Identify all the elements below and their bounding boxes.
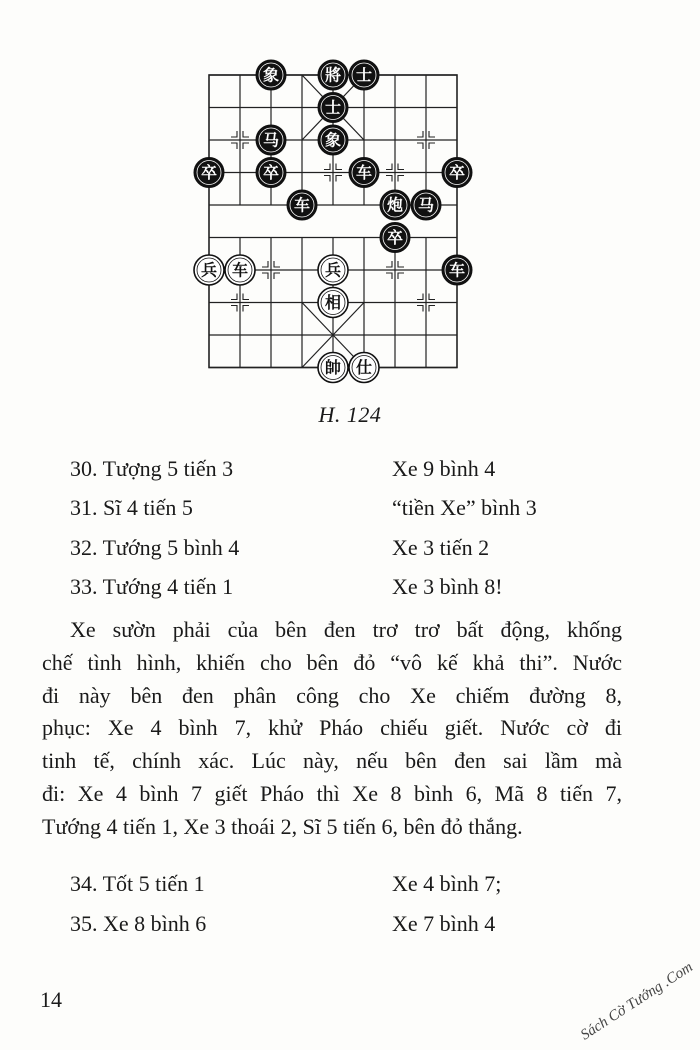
piece-glyph: 象 — [262, 65, 280, 85]
piece-black — [318, 60, 348, 90]
position-mark — [231, 306, 237, 312]
paragraph-line: tinh tế, chính xác. Lúc này, nếu bên đen sai lầm mà — [42, 748, 622, 774]
position-mark — [262, 261, 268, 267]
position-mark — [398, 176, 404, 182]
commentary-paragraph — [42, 614, 622, 844]
black-move: Xe 3 bình 8! — [392, 574, 503, 599]
piece-glyph: 车 — [293, 195, 311, 215]
black-move: Xe 4 bình 7; — [392, 871, 502, 896]
black-move: Xe 7 bình 4 — [392, 911, 496, 936]
piece-black — [318, 125, 348, 155]
piece-red — [318, 255, 348, 285]
piece-glyph: 仕 — [355, 358, 373, 377]
position-mark — [429, 131, 435, 137]
position-mark — [398, 261, 404, 267]
position-mark — [417, 131, 423, 137]
piece-red — [225, 255, 255, 285]
piece-red — [318, 353, 348, 383]
piece-black — [349, 158, 379, 188]
position-mark — [324, 176, 330, 182]
page-number: 14 — [40, 987, 62, 1012]
position-mark — [324, 164, 330, 170]
piece-red — [349, 353, 379, 383]
position-mark — [429, 294, 435, 300]
piece-glyph: 帥 — [324, 358, 342, 377]
xiangqi-board-diagram — [185, 55, 505, 390]
diagram-caption: H. 124 — [318, 402, 382, 427]
position-mark — [417, 143, 423, 149]
red-move: 35. Xe 8 bình 6 — [70, 911, 207, 936]
position-mark — [231, 131, 237, 137]
piece-black — [380, 190, 410, 220]
position-mark — [386, 164, 392, 170]
piece-glyph: 卒 — [386, 228, 404, 247]
piece-black — [318, 93, 348, 123]
red-move: 33. Tướng 4 tiến 1 — [70, 574, 234, 599]
piece-black — [442, 158, 472, 188]
move-row-31 — [0, 495, 700, 527]
red-move: 34. Tốt 5 tiến 1 — [70, 871, 205, 896]
piece-black — [256, 125, 286, 155]
piece-glyph: 兵 — [324, 260, 342, 280]
piece-black — [380, 223, 410, 253]
position-mark — [274, 273, 280, 279]
paragraph-line: đi: Xe 4 bình 7 giết Pháo thì Xe 8 bình 6, Mã 8 tiến 7, — [42, 780, 622, 806]
position-mark — [398, 273, 404, 279]
move-row-34 — [0, 871, 700, 903]
move-row-32 — [0, 535, 700, 567]
piece-glyph: 兵 — [200, 260, 218, 280]
move-row-30 — [0, 456, 700, 488]
piece-glyph: 相 — [324, 293, 342, 312]
piece-red — [318, 288, 348, 318]
position-mark — [274, 261, 280, 267]
move-row-35 — [0, 911, 700, 943]
position-mark — [231, 143, 237, 149]
piece-glyph: 车 — [355, 163, 373, 182]
piece-glyph: 士 — [324, 98, 342, 117]
position-mark — [386, 176, 392, 182]
piece-black — [194, 158, 224, 188]
watermark-stamp: Sách Cờ Tướng .Com — [578, 959, 696, 1044]
piece-black — [287, 190, 317, 220]
paragraph-line: Tướng 4 tiến 1, Xe 3 thoái 2, Sĩ 5 tiến 6, bên đỏ thắng. — [42, 813, 523, 839]
black-move: “tiền Xe” bình 3 — [392, 495, 537, 520]
position-mark — [231, 294, 237, 300]
position-mark — [417, 306, 423, 312]
piece-black — [411, 190, 441, 220]
paragraph-line: phục: Xe 4 bình 7, khử Pháo chiếu giết. Nước cờ đi — [42, 715, 622, 741]
piece-glyph: 马 — [262, 130, 280, 150]
position-mark — [429, 143, 435, 149]
piece-glyph: 卒 — [200, 163, 218, 182]
piece-black — [442, 255, 472, 285]
paragraph-line: Xe sườn phải của bên đen trơ trơ bất động, khống — [70, 617, 622, 642]
move-row-33 — [0, 574, 700, 606]
piece-black — [256, 60, 286, 90]
black-move: Xe 3 tiến 2 — [392, 535, 490, 560]
piece-glyph: 將 — [324, 65, 342, 85]
piece-black — [256, 158, 286, 188]
position-mark — [417, 294, 423, 300]
paragraph-line: đi này bên đen phân công cho Xe chiếm đường 8, — [42, 682, 622, 708]
red-move: 31. Sĩ 4 tiến 5 — [70, 495, 193, 520]
black-move: Xe 9 bình 4 — [392, 456, 496, 481]
piece-glyph: 车 — [231, 260, 249, 280]
position-mark — [386, 261, 392, 267]
piece-glyph: 马 — [417, 195, 435, 215]
position-mark — [336, 176, 342, 182]
position-mark — [243, 143, 249, 149]
position-mark — [336, 164, 342, 170]
piece-glyph: 车 — [448, 260, 466, 280]
paragraph-line: chế tình hình, khiến cho bên đỏ “vô kế khả thi”. Nước — [42, 649, 622, 675]
position-mark — [386, 273, 392, 279]
piece-glyph: 卒 — [448, 163, 466, 182]
piece-glyph: 卒 — [262, 163, 280, 182]
piece-glyph: 士 — [355, 65, 373, 85]
red-move: 32. Tướng 5 bình 4 — [70, 535, 240, 560]
position-mark — [243, 306, 249, 312]
position-mark — [243, 294, 249, 300]
position-mark — [243, 131, 249, 137]
piece-red — [194, 255, 224, 285]
piece-black — [349, 60, 379, 90]
red-move: 30. Tượng 5 tiến 3 — [70, 456, 234, 481]
position-mark — [262, 273, 268, 279]
piece-glyph: 象 — [324, 130, 342, 150]
piece-glyph: 炮 — [386, 195, 404, 215]
position-mark — [429, 306, 435, 312]
position-mark — [398, 164, 404, 170]
